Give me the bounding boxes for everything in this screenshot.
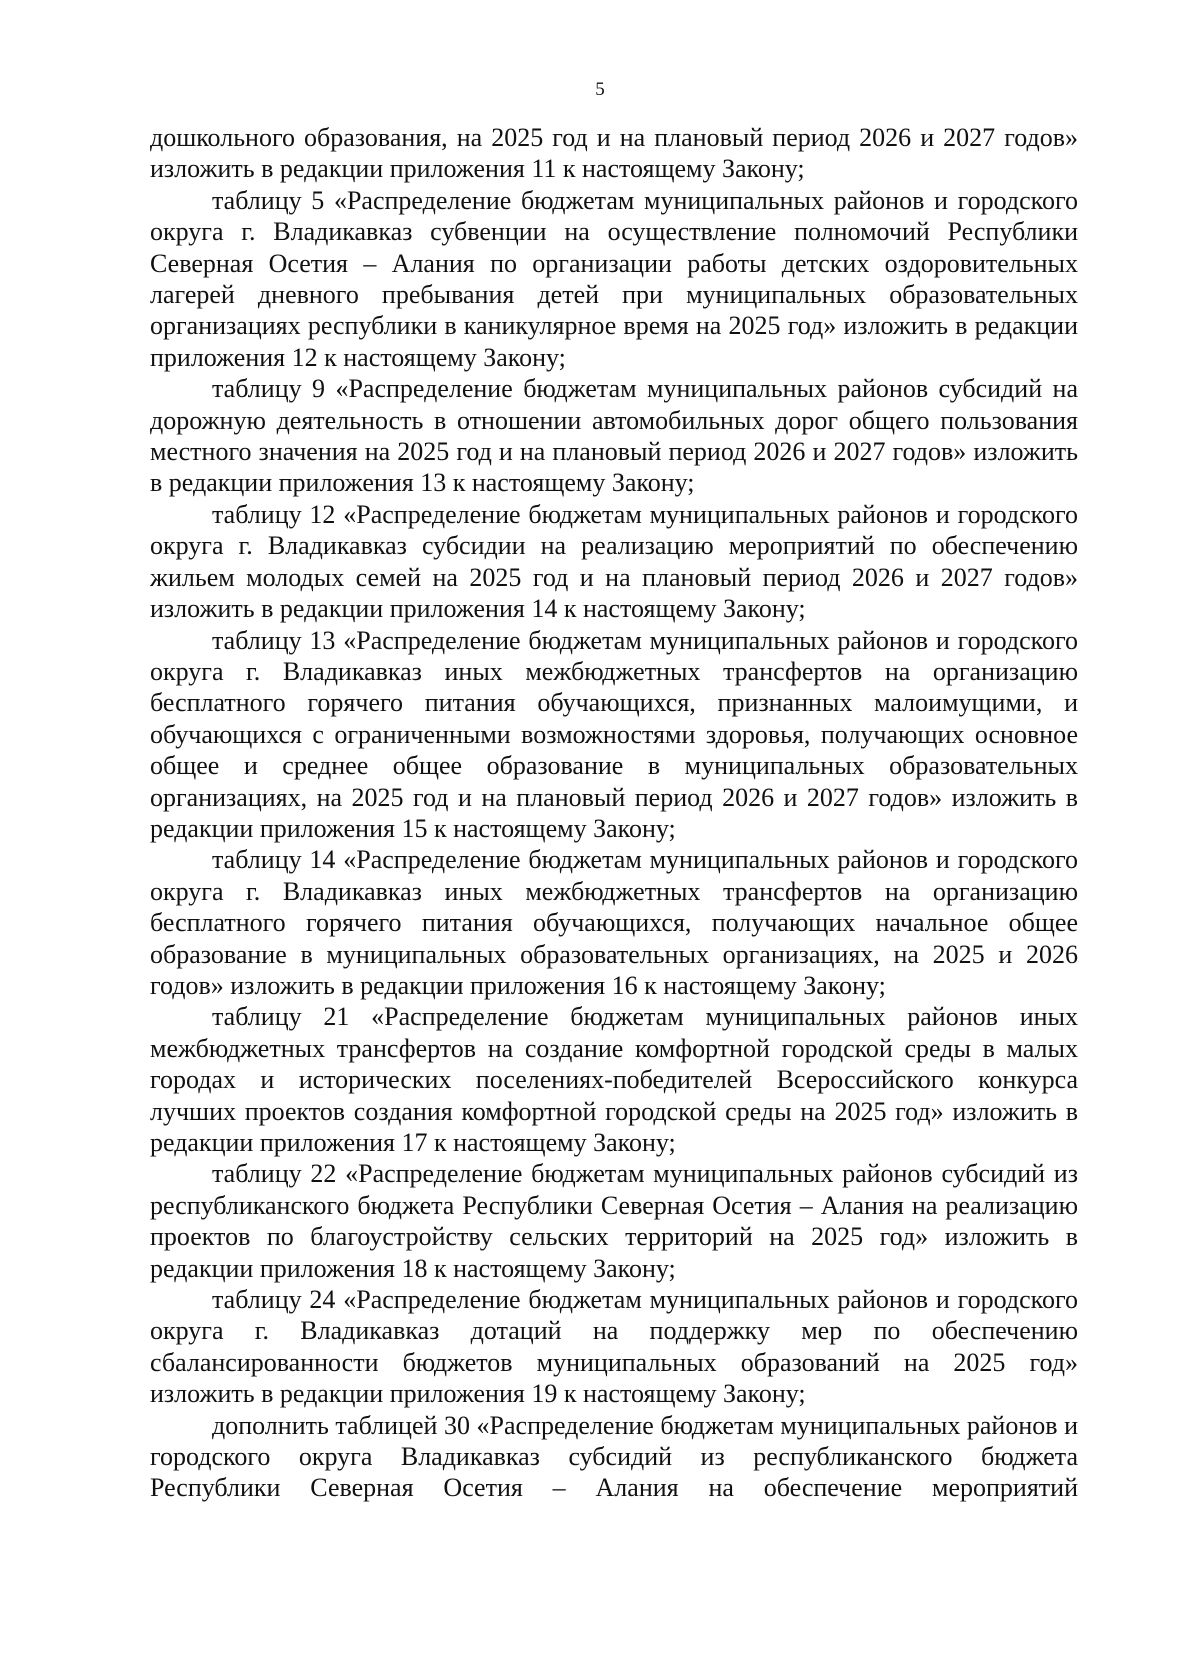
paragraph: таблицу 21 «Распределение бюджетам муниципальных районов иных межбюджетных трансфертов на создание комфортной городской среды в малых городах и исторических поселениях-победителей Всероссийского конкурса лучших проектов создания комфортной городской среды на 2025 год» изложить в редакции приложения 17 к настоящему Закону; — [150, 1002, 1078, 1157]
paragraph: таблицу 22 «Распределение бюджетам муниципальных районов субсидий из республиканского бюджета Республики Северная Осетия – Алания на реализацию проектов по благоустройству сельских территорий на 2025 год» изложить в редакции приложения 18 к настоящему Закону; — [150, 1159, 1078, 1283]
document-body — [150, 122, 1078, 1504]
paragraph: таблицу 24 «Распределение бюджетам муниципальных районов и городского округа г. Владикавказ дотаций на поддержку мер по обеспечению сбалансированности бюджетов муниципальных образований на 2025 год» изложить в редакции приложения 19 к настоящему Закону; — [150, 1285, 1078, 1409]
paragraph: таблицу 13 «Распределение бюджетам муниципальных районов и городского округа г. Владикавказ иных межбюджетных трансфертов на организацию бесплатного горячего питания обучающихся, признанных малоимущими, и обучающихся с ограниченными возможностями здоровья, получающих основное общее и среднее общее образование в муниципальных образовательных организациях, на 2025 год и на плановый период 2026 и 2027 годов» изложить в редакции приложения 15 к настоящему Закону; — [150, 625, 1078, 843]
paragraph: дополнить таблицей 30 «Распределение бюджетам муниципальных районов и городского округа Владикавказ субсидий из республиканского бюджета Республики Северная Осетия – Алания на обеспечение мероприятий — [150, 1410, 1078, 1503]
paragraph: таблицу 9 «Распределение бюджетам муниципальных районов субсидий на дорожную деятельность в отношении автомобильных дорог общего пользования местного значения на 2025 год и на плановый период 2026 и 2027 годов» изложить в редакции приложения 13 к настоящему Закону; — [150, 374, 1078, 498]
paragraph: таблицу 5 «Распределение бюджетам муниципальных районов и городского округа г. Владикавказ субвенции на осуществление полномочий Республики Северная Осетия – Алания по организации работы детских оздоровительных лагерей дневного пребывания детей при муниципальных образовательных организациях республики в каникулярное время на 2025 год» изложить в редакции приложения 12 к настоящему Закону; — [150, 185, 1078, 372]
paragraph: дошкольного образования, на 2025 год и на плановый период 2026 и 2027 годов» изложить в редакции приложения 11 к настоящему Закону; — [150, 123, 1078, 184]
page-number: 5 — [595, 79, 605, 100]
paragraph: таблицу 12 «Распределение бюджетам муниципальных районов и городского округа г. Владикавказ субсидии на реализацию мероприятий по обеспечению жильем молодых семей на 2025 год и на плановый период 2026 и 2027 годов» изложить в редакции приложения 14 к настоящему Закону; — [150, 499, 1078, 624]
paragraph: таблицу 14 «Распределение бюджетам муниципальных районов и городского округа г. Владикавказ иных межбюджетных трансфертов на организацию бесплатного горячего питания обучающихся, получающих начальное общее образование в муниципальных образовательных организациях, на 2025 и 2026 годов» изложить в редакции приложения 16 к настоящему Закону; — [150, 845, 1078, 1000]
